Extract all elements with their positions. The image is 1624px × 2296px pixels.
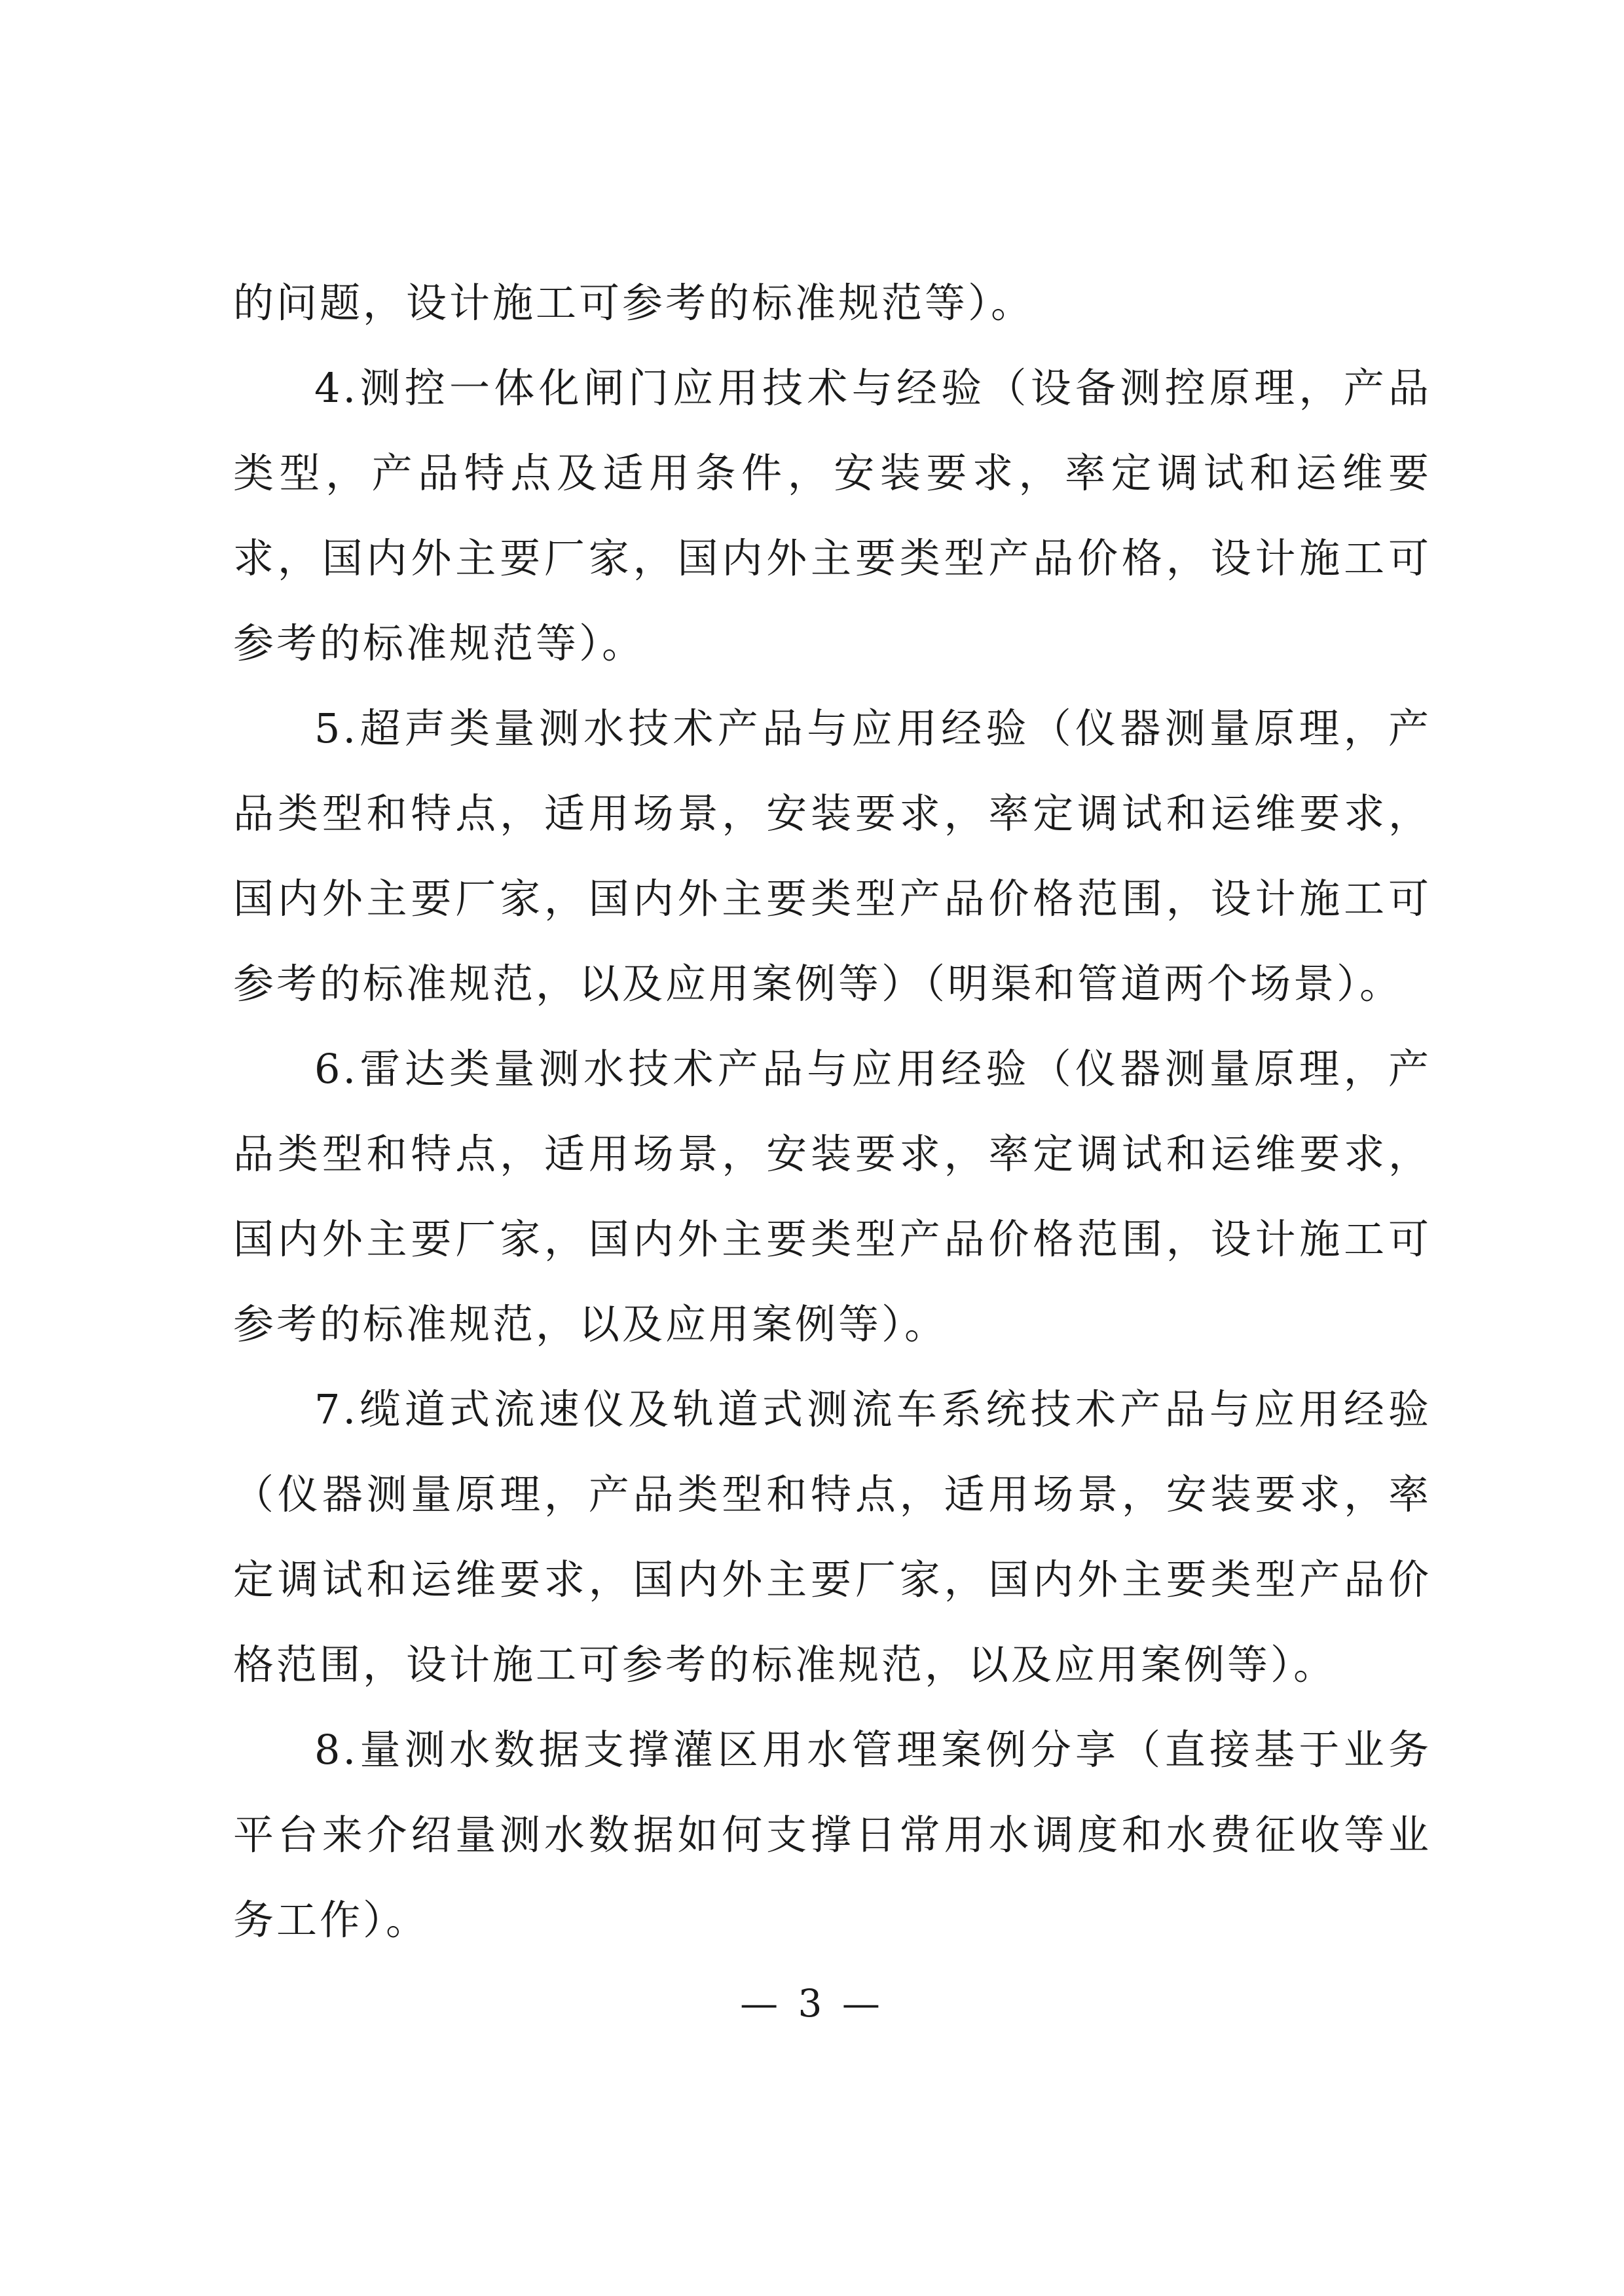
paragraph-item-6: 6.雷达类量测水技术产品与应用经验（仪器测量原理，产品类型和特点，适用场景，安装要求，率定调试和运维要求，国内外主要厂家，国内外主要类型产品价格范围，设计施工可参考的标准规范，以及应用案例等）。 <box>233 1045 1431 1348</box>
paragraph-item-5: 5.超声类量测水技术产品与应用经验（仪器测量原理，产品类型和特点，适用场景，安装要求，率定调试和运维要求，国内外主要厂家，国内外主要类型产品价格范围，设计施工可参考的标准规范，以及应用案例等）（明渠和管道两个场景）。 <box>233 704 1431 1008</box>
paragraph-continuation: 的问题，设计施工可参考的标准规范等）。 <box>233 279 1035 327</box>
page-number: — 3 — <box>740 1981 884 2026</box>
paragraph-item-7: 7.缆道式流速仪及轨道式测流车系统技术产品与应用经验（仪器测量原理，产品类型和特点，适用场景，安装要求，率定调试和运维要求，国内外主要厂家，国内外主要类型产品价格范围，设计施工可参考的标准规范，以及应用案例等）。 <box>233 1385 1431 1688</box>
document-body <box>233 261 1431 1963</box>
paragraph-item-8: 8.量测水数据支撑灌区用水管理案例分享（直接基于业务平台来介绍量测水数据如何支撑日常用水调度和水费征收等业务工作）。 <box>233 1726 1431 1944</box>
paragraph-item-4: 4.测控一体化闸门应用技术与经验（设备测控原理，产品类型，产品特点及适用条件，安装要求，率定调试和运维要求，国内外主要厂家，国内外主要类型产品价格，设计施工可参考的标准规范等）。 <box>233 364 1431 667</box>
